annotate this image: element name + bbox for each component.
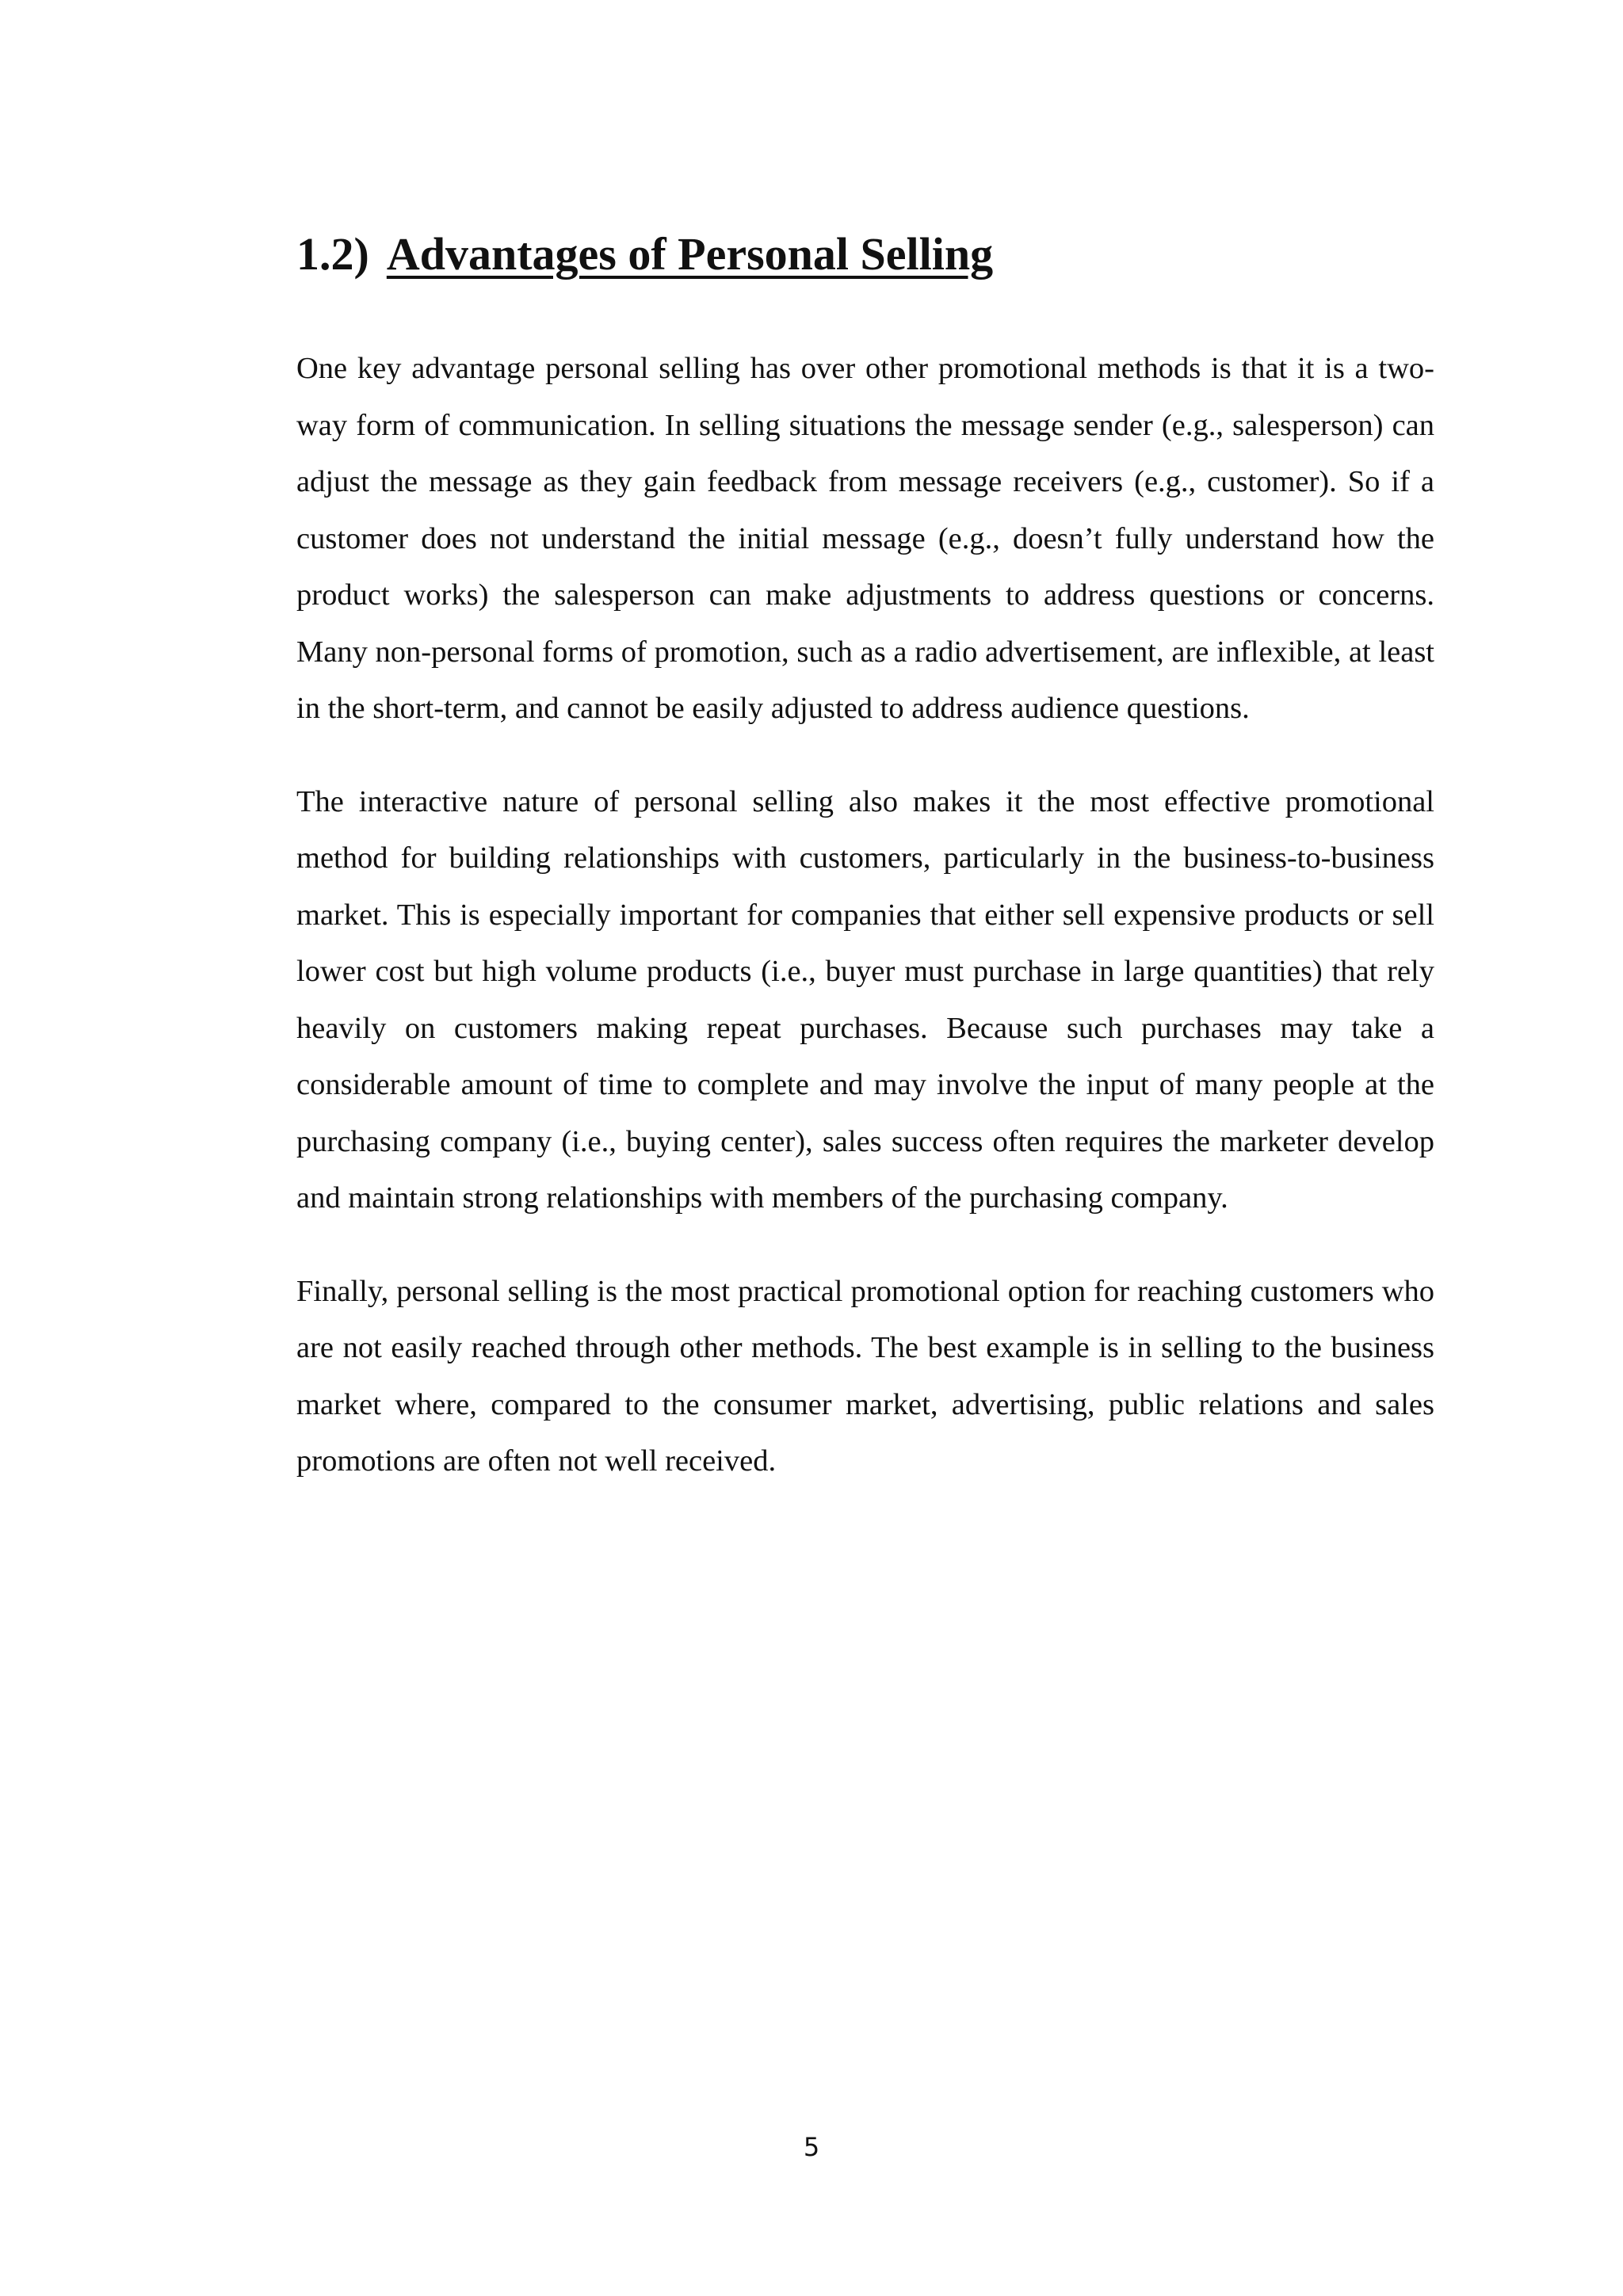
- paragraph-two-way-communication: One key advantage personal selling has over other promotional methods is that it is a two-way form of communication. In selling situations the message sender (e.g., salesperson) can adjust the message as they gain feedback from message receivers (e.g., customer). So if a customer does not understand the initial message (e.g., doesn’t fully understand how the product works) the salesperson can make adjustments to address questions or concerns. Many non-personal forms of promotion, such as a radio advertisement, are inflexible, at least in the short-term, and cannot be easily adjusted to address audience questions.: [296, 352, 1434, 725]
- page-number: 5: [803, 2132, 820, 2162]
- section-title: Advantages of Personal Selling: [386, 228, 994, 280]
- section-heading: [296, 222, 1434, 287]
- page-content: [296, 222, 1434, 1527]
- paragraph-building-relationships: The interactive nature of personal selling also makes it the most effective promotional method for building relationships with customers, particularly in the business-to-business market. This is especially important for companies that either sell expensive products or sell lower cost but high volume products (i.e., buyer must purchase in large quantities) that rely heavily on customers making repeat purchases. Because such purchases may take a considerable amount of time to complete and may involve the input of many people at the purchasing company (i.e., buying center), sales success often requires the marketer develop and maintain strong relationships with members of the purchasing company.: [296, 784, 1434, 1215]
- paragraph-reaching-customers: Finally, personal selling is the most practical promotional option for reaching customers who are not easily reached through other methods. The best example is in selling to the business market where, compared to the consumer market, advertising, public relations and sales promotions are often not well received.: [296, 1274, 1434, 1478]
- section-number: 1.2): [296, 228, 369, 280]
